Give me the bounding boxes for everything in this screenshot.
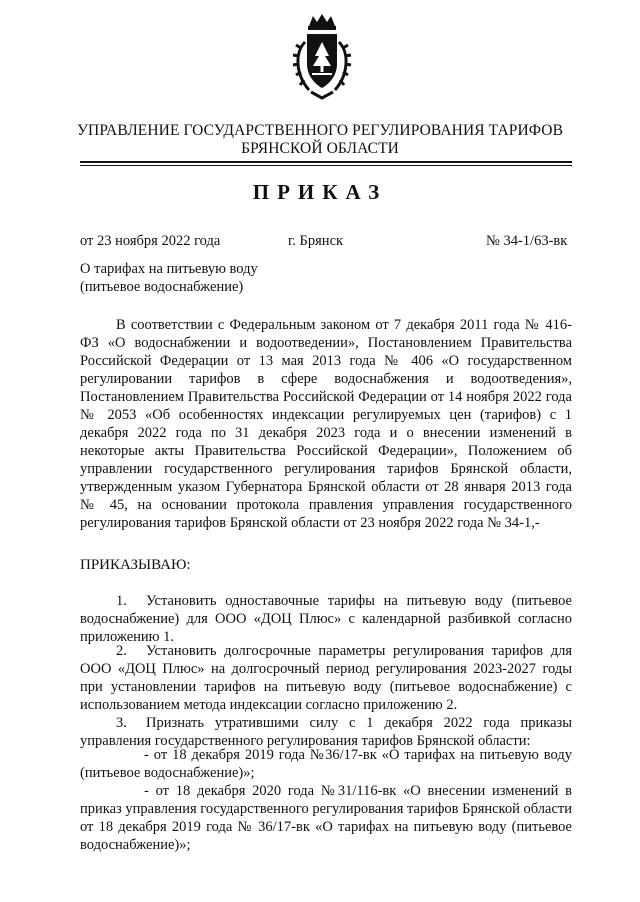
order-item-2 <box>80 642 572 714</box>
document-title: ПРИКАЗ <box>252 180 388 204</box>
header-divider-thick <box>80 161 572 163</box>
document-date: от 23 ноября 2022 года <box>80 233 221 249</box>
bryansk-coat-of-arms-icon <box>291 12 353 102</box>
document-subject <box>80 260 258 296</box>
document-number: № 34-1/63-вк <box>486 233 568 249</box>
document-subject-line1: О тарифах на питьевую воду <box>80 261 258 277</box>
repealed-order-2: - от 18 декабря 2020 года №31/116-вк «О внесении изменений в приказ управления государственного регулирования тарифов Брянской области от 18 декабря 2019 года № 36/17-вк «О тарифах на питьевую воду (питьевое водоснабжение)»; <box>80 783 572 853</box>
order-item-text: Установить одноставочные тарифы на питьевую воду (питьевое водоснабжение) для ООО «ДОЦ Плюс» с календарной разбивкой согласно приложению 1. <box>80 593 572 645</box>
order-item-3 <box>80 714 572 750</box>
order-item-number: 2. <box>116 643 127 659</box>
header-divider-thin <box>80 165 572 166</box>
document-subject-line2: (питьевое водоснабжение) <box>80 279 244 295</box>
organization-name <box>60 122 580 158</box>
document-city: г. Брянск <box>288 233 344 249</box>
order-word: ПРИКАЗЫВАЮ: <box>80 557 191 573</box>
preamble-paragraph: В соответствии с Федеральным законом от 7 декабря 2011 года № 416-ФЗ «О водоснабжении и водоотведении», Постановлением Правительства Российской Федерации от 13 мая 2013 года № 406 «О государственном регулировании тарифов в сфере водоснабжения и водоотведения», Постановлением Правительства Российской Федерации от 14 ноября 2022 года № 2053 «Об особенностях индексации регулируемых цен (тарифов) с 1 декабря 2022 года по 31 декабря 2023 года и о внесении изменений в некоторые акты Правительства Российской Федерации», Положением об управлении государственного регулирования тарифов Брянской области, утвержденным указом Губернатора Брянской области от 28 января 2013 года № 45, на основании протокола правления управления государственного регулирования тарифов Брянской области от 23 ноября 2022 года № 34-1,- <box>80 317 572 531</box>
order-item-text: Признать утратившими силу с 1 декабря 2022 года приказы управления государственного регулирования тарифов Брянской области: <box>80 715 572 749</box>
order-item-text: Установить долгосрочные параметры регулирования тарифов для ООО «ДОЦ Плюс» на долгосрочный период регулирования 2023-2027 годы при установлении тарифов на питьевую воду (питьевое водоснабжение) с использованием метода индексации согласно приложению 2. <box>80 643 572 713</box>
order-item-number: 1. <box>116 593 127 609</box>
repealed-order-1: - от 18 декабря 2019 года №36/17-вк «О тарифах на питьевую воду (питьевое водоснабжение)»; <box>80 747 572 781</box>
organization-name-line1: УПРАВЛЕНИЕ ГОСУДАРСТВЕННОГО РЕГУЛИРОВАНИЯ ТАРИФОВ <box>76 122 564 139</box>
order-item-number: 3. <box>116 715 127 731</box>
order-item-1 <box>80 592 572 646</box>
organization-name-line2: БРЯНСКОЙ ОБЛАСТИ <box>241 140 399 157</box>
